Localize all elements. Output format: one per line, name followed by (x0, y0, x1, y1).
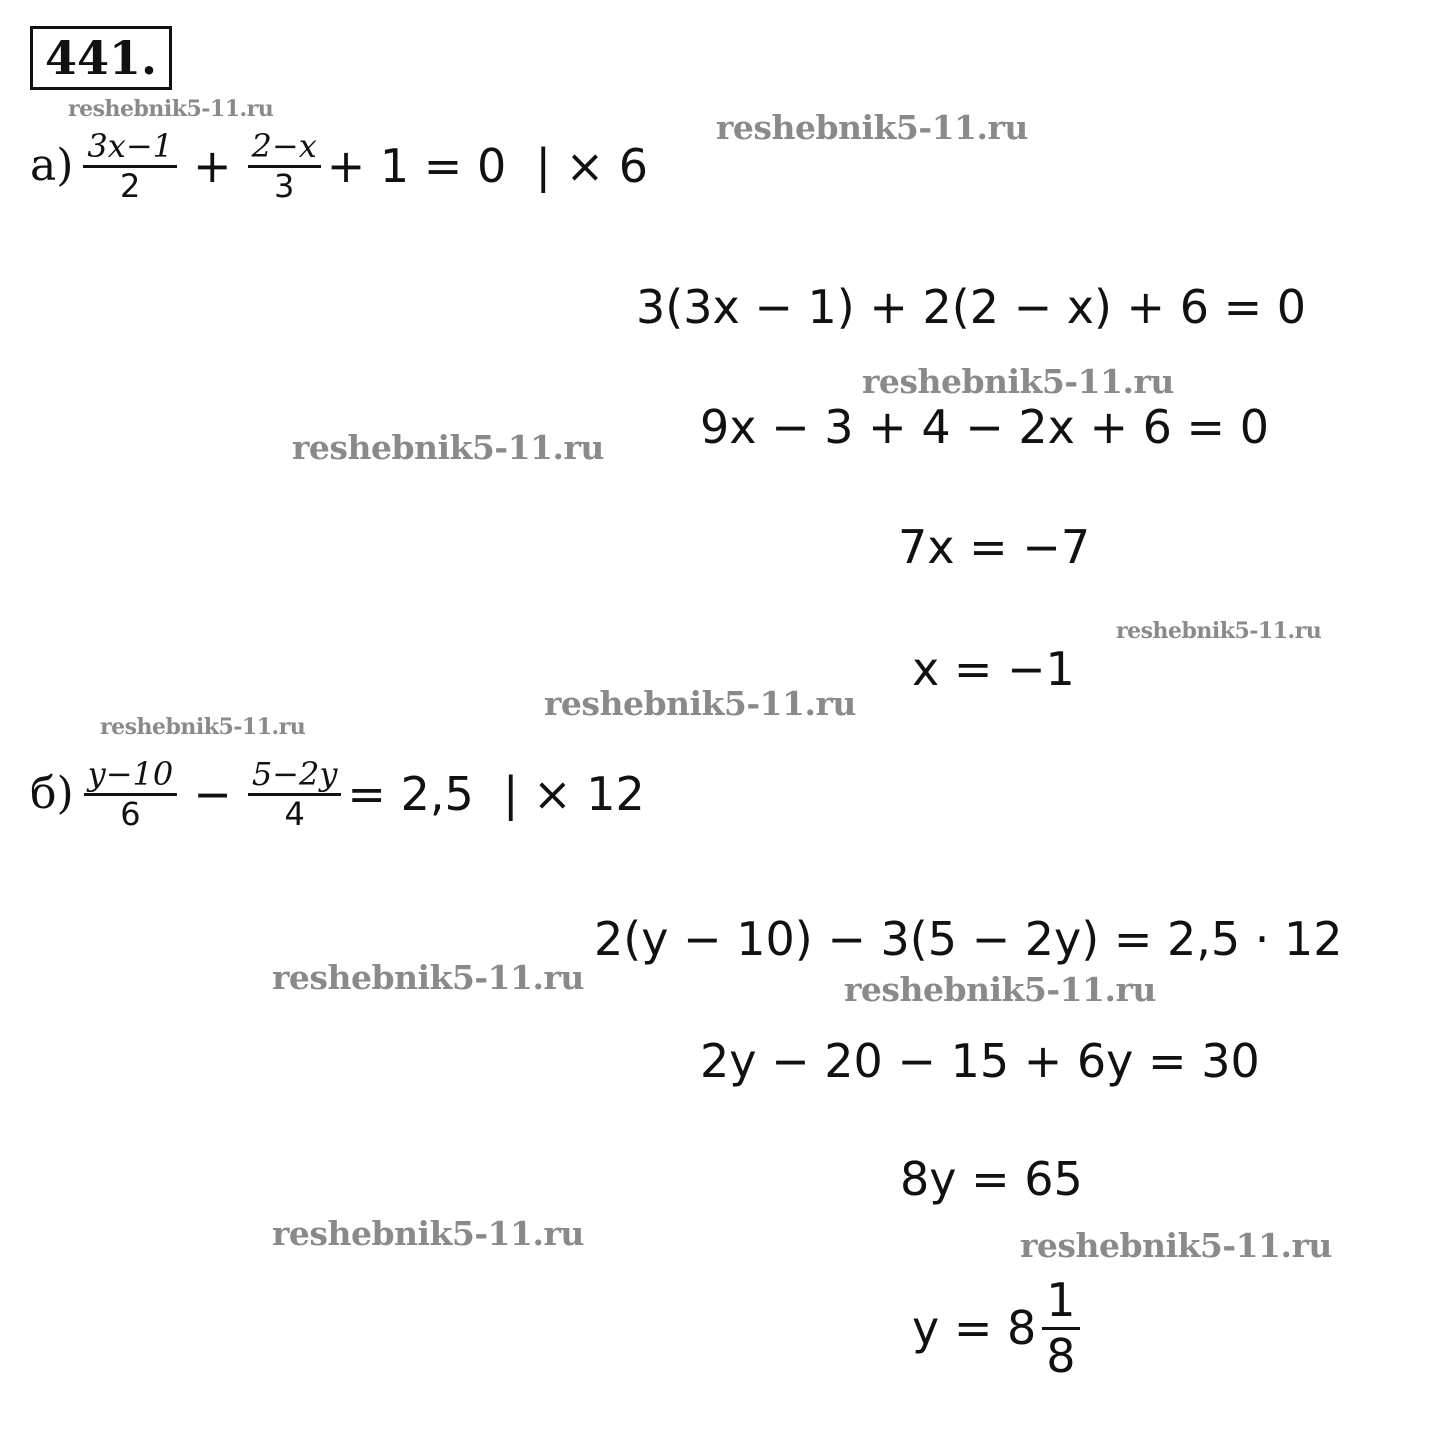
numerator: 5−2y (248, 756, 342, 796)
watermark: reshebnik5-11.ru (1020, 1226, 1332, 1265)
part-b-label: б) (30, 768, 74, 820)
part-a-answer: x = −1 (912, 642, 1075, 696)
watermark: reshebnik5-11.ru (100, 714, 306, 740)
denominator: 4 (284, 794, 305, 833)
part-a-step-3: 7x = −7 (898, 520, 1091, 574)
denominator: 6 (120, 794, 141, 833)
equation-tail: + 1 = 0 | × 6 (326, 139, 649, 194)
watermark: reshebnik5-11.ru (272, 958, 584, 997)
operator: − (193, 767, 232, 822)
part-a-step-2: 9x − 3 + 4 − 2x + 6 = 0 (700, 400, 1269, 454)
part-b-answer (912, 1274, 1086, 1383)
watermark: reshebnik5-11.ru (716, 108, 1028, 147)
part-b-step-2: 2y − 20 − 15 + 6y = 30 (700, 1034, 1260, 1088)
part-a-equation (30, 128, 648, 205)
watermark: reshebnik5-11.ru (272, 1214, 584, 1253)
numerator: 1 (1042, 1274, 1079, 1330)
numerator: y−10 (84, 756, 178, 796)
watermark: reshebnik5-11.ru (1116, 618, 1322, 644)
fraction (248, 756, 342, 833)
part-a-label: а) (30, 140, 74, 192)
operator: + (192, 139, 232, 194)
part-a-step-1: 3(3x − 1) + 2(2 − x) + 6 = 0 (636, 280, 1307, 334)
watermark: reshebnik5-11.ru (544, 684, 856, 723)
part-b-equation (30, 756, 645, 833)
denominator: 2 (120, 166, 141, 205)
denominator: 3 (273, 166, 295, 205)
watermark: reshebnik5-11.ru (844, 970, 1156, 1009)
watermark: reshebnik5-11.ru (862, 362, 1174, 401)
fraction (84, 756, 178, 833)
equation-tail: = 2,5 | × 12 (347, 767, 645, 822)
problem-number: 441. (30, 26, 172, 90)
numerator: 3x−1 (83, 128, 177, 168)
fraction (83, 128, 177, 205)
answer-whole-part: y = 8 (912, 1301, 1037, 1356)
numerator: 2−x (248, 128, 321, 168)
part-b-step-1: 2(y − 10) − 3(5 − 2y) = 2,5 · 12 (594, 912, 1343, 966)
denominator: 8 (1046, 1328, 1076, 1383)
part-b-step-3: 8y = 65 (900, 1152, 1083, 1206)
watermark: reshebnik5-11.ru (292, 428, 604, 467)
watermark: reshebnik5-11.ru (68, 96, 274, 122)
fraction (1042, 1274, 1079, 1383)
fraction (248, 128, 321, 205)
